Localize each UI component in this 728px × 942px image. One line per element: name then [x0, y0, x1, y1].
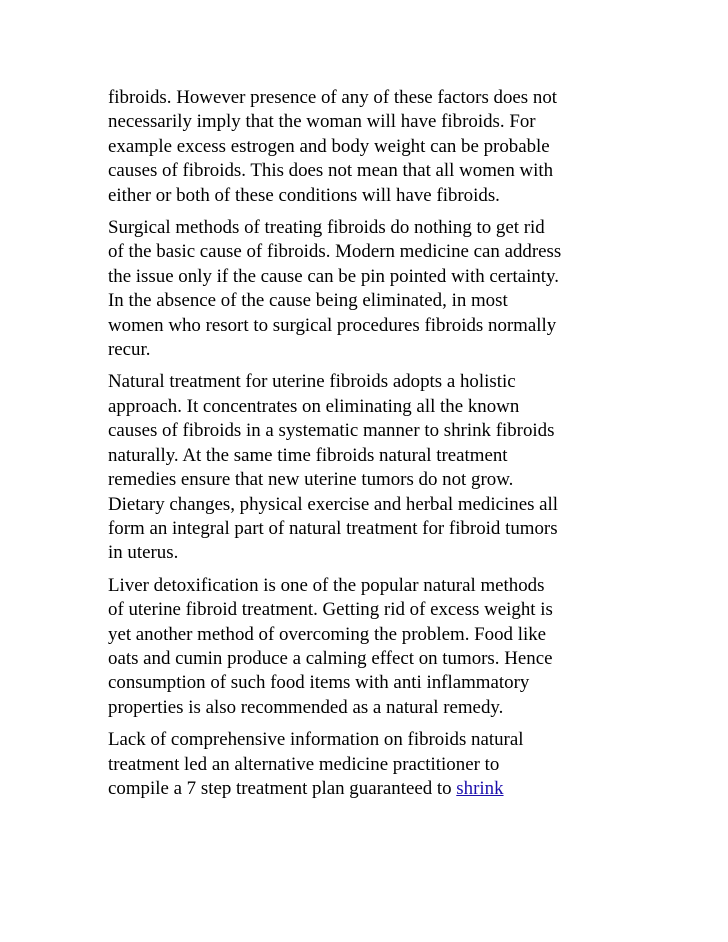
text-line: recur.: [108, 339, 151, 361]
text-line: treatment led an alternative medicine practitioner to: [108, 753, 500, 775]
text-line: causes of fibroids. This does not mean that all women with: [108, 160, 554, 182]
text-line: in uterus.: [108, 542, 179, 564]
paragraph-5: [108, 728, 628, 801]
text-line: yet another method of overcoming the problem. Food like: [108, 623, 547, 645]
text-line: Dietary changes, physical exercise and herbal medicines all: [108, 493, 559, 515]
text-line: Surgical methods of treating fibroids do nothing to get rid: [108, 217, 545, 239]
text-line: Liver detoxification is one of the popular natural methods: [108, 574, 545, 596]
text-line: consumption of such food items with anti inflammatory: [108, 672, 530, 694]
text-line: compile a 7 step treatment plan guaranteed to: [108, 777, 457, 799]
document-page: [108, 86, 628, 809]
text-line: Lack of comprehensive information on fibroids natural: [108, 729, 524, 751]
text-line: the issue only if the cause can be pin pointed with certainty.: [108, 265, 559, 287]
shrink-link[interactable]: shrink: [456, 777, 504, 799]
text-line: properties is also recommended as a natural remedy.: [108, 696, 504, 718]
paragraph-4: [108, 574, 628, 720]
text-line: oats and cumin produce a calming effect on tumors. Hence: [108, 647, 553, 669]
text-line: naturally. At the same time fibroids natural treatment: [108, 444, 508, 466]
text-line-with-link: [108, 777, 628, 801]
text-line: In the absence of the cause being eliminated, in most: [108, 290, 508, 312]
text-line: women who resort to surgical procedures fibroids normally: [108, 314, 557, 336]
text-line: of uterine fibroid treatment. Getting rid of excess weight is: [108, 599, 553, 621]
text-line: of the basic cause of fibroids. Modern medicine can address: [108, 241, 562, 263]
text-line: Natural treatment for uterine fibroids adopts a holistic: [108, 371, 516, 393]
paragraph-3: [108, 370, 628, 565]
text-line: necessarily imply that the woman will have fibroids. For: [108, 111, 536, 133]
paragraph-2: [108, 216, 628, 362]
text-line: approach. It concentrates on eliminating all the known: [108, 395, 520, 417]
text-line: example excess estrogen and body weight can be probable: [108, 135, 550, 157]
text-line: fibroids. However presence of any of these factors does not: [108, 87, 558, 108]
paragraph-1: [108, 86, 628, 208]
text-line: remedies ensure that new uterine tumors do not grow.: [108, 469, 514, 491]
text-line: either or both of these conditions will have fibroids.: [108, 184, 500, 206]
text-line: form an integral part of natural treatment for fibroid tumors: [108, 517, 558, 539]
text-line: causes of fibroids in a systematic manner to shrink fibroids: [108, 420, 555, 442]
